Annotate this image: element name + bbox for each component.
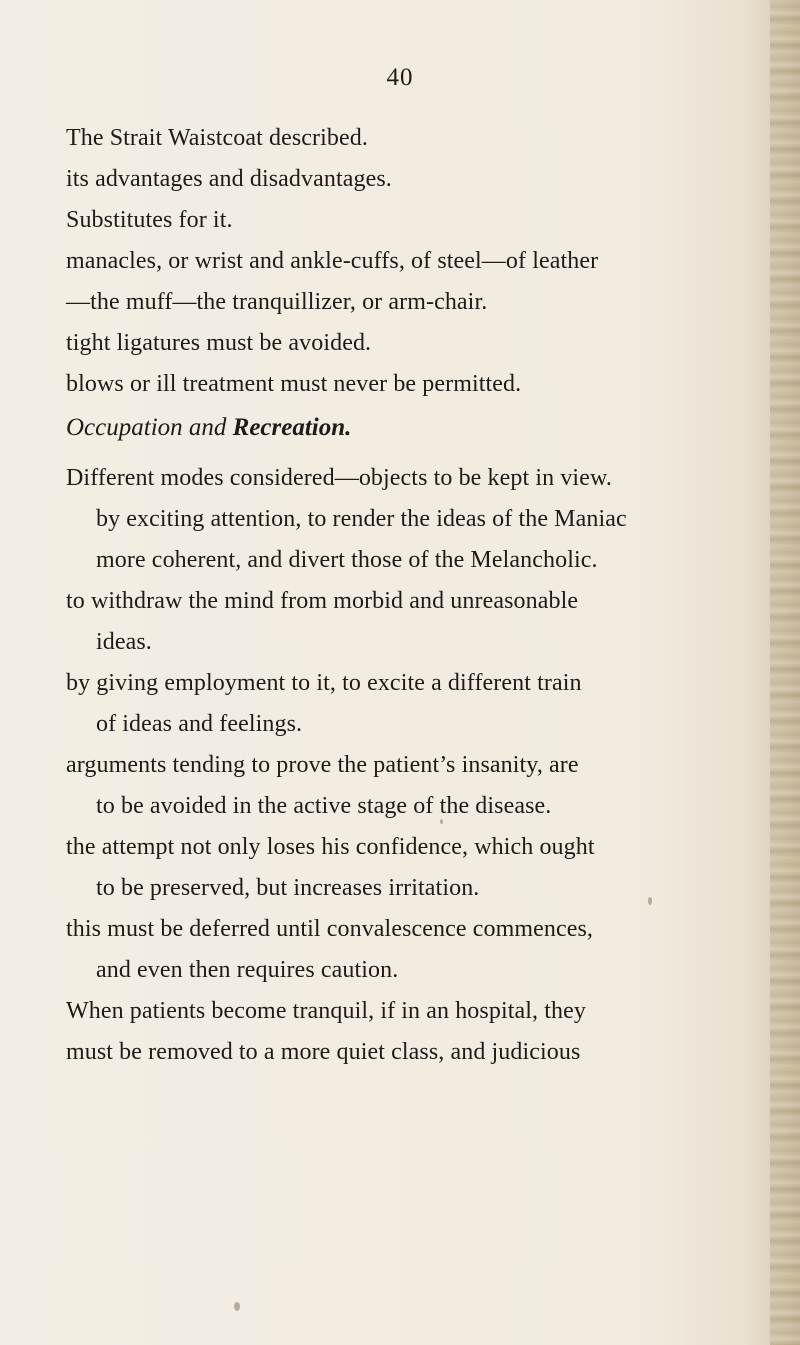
text-line: and even then requires caution. [96,957,399,983]
text-line: of ideas and feelings. [96,711,303,737]
text-line: The Strait Waistcoat described. [66,125,368,151]
text-line: by giving employment to it, to excite a different train [66,670,582,696]
text-line: must be removed to a more quiet class, and judicious [66,1039,581,1065]
ink-speck [440,819,443,824]
text-line: arguments tending to prove the patient’s insanity, are [66,752,579,778]
ink-speck [234,1302,240,1311]
text-line: by exciting attention, to render the ideas of the Maniac [96,506,627,532]
text-line: manacles, or wrist and ankle-cuffs, of steel—of leather [66,248,599,274]
text-line: more coherent, and divert those of the Melancholic. [96,547,598,573]
text-line: to be preserved, but increases irritation. [96,875,480,901]
text-line: tight ligatures must be avoided. [66,330,372,356]
text-line: When patients become tranquil, if in an hospital, they [66,998,586,1024]
text-line: to withdraw the mind from morbid and unreasonable [66,588,579,614]
ink-speck [648,897,652,905]
page-edge-shadow [770,0,800,1345]
text-line: Different modes considered—objects to be kept in view. [66,465,612,491]
page-number: 40 [386,64,414,91]
section-heading [66,413,351,443]
heading-word: Occupation [66,414,183,441]
text-line: the attempt not only loses his confidence, which ought [66,834,595,860]
text-line: ideas. [96,629,152,655]
text-line: this must be deferred until convalescence commences, [66,916,594,942]
text-line: blows or ill treatment must never be permitted. [66,371,522,397]
text-line: —the muff—the tranquillizer, or arm-chair. [66,289,488,315]
heading-word: Recreation. [232,414,352,441]
heading-word: and [188,414,227,441]
text-line: Substitutes for it. [66,207,233,233]
text-line: to be avoided in the active stage of the disease. [96,793,552,819]
text-line: its advantages and disadvantages. [66,166,392,192]
